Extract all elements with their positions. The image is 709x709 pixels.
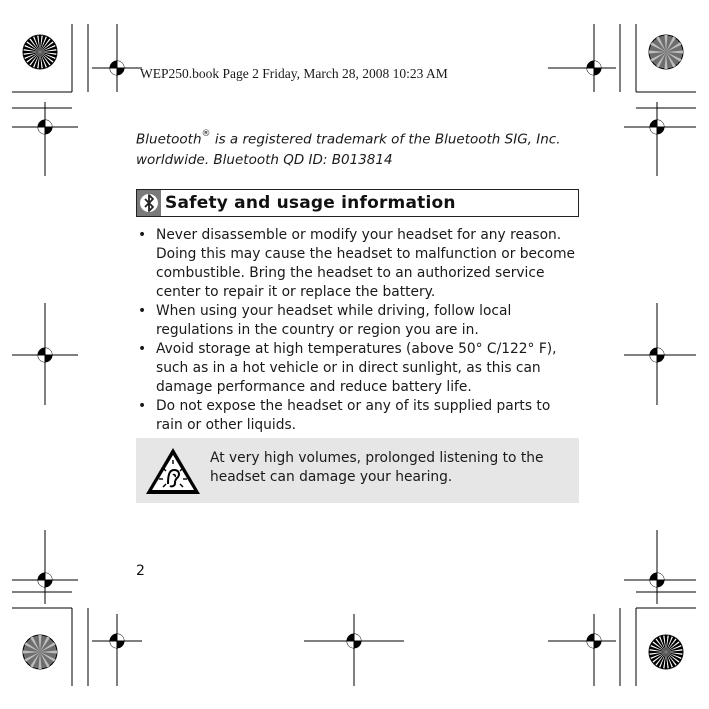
trademark-brand: Bluetooth [136,131,202,148]
warning-text: At very high volumes, prolonged listening to the headset can damage your hearing. [210,450,544,485]
page-number: 2 [136,563,145,579]
list-item [136,340,581,397]
section-title: Safety and usage information [165,193,456,213]
bluetooth-icon [137,190,161,216]
trademark-line1-rest: is a registered trademark of the Bluetooth SIG, Inc. [210,131,561,148]
list-item-text: Do not expose the headset or any of its supplied parts to rain or other liquids. [156,398,551,433]
section-header [136,189,579,217]
list-item-text: Avoid storage at high temperatures (above 50° C/122° F), such as in a hot vehicle or in direct sunlight, as this can damage performance and reduce battery life. [156,341,557,395]
list-item [136,226,581,302]
star-target-top-left [23,35,57,69]
registered-mark: ® [201,129,211,139]
bullet-symbol: • [138,341,147,357]
safety-list [136,226,581,435]
star-target-top-right [649,35,683,69]
star-target-bottom-left [23,635,57,669]
bullet-symbol: • [138,398,147,414]
list-item-text: Never disassemble or modify your headset for any reason. Doing this may cause the headset to malfunction or become combustible. Bring the headset to an authorized service center to repair it or replace the battery. [156,227,575,300]
hearing-warning-box [136,438,579,503]
list-item [136,302,581,340]
list-item-text: When using your headset while driving, follow local regulations in the country or region you are in. [156,303,512,338]
hearing-warning-icon [144,446,202,500]
print-header: WEP250.book Page 2 Friday, March 28, 2008 10:23 AM [140,66,448,81]
bullet-symbol: • [138,303,147,319]
bullet-symbol: • [138,227,147,243]
trademark-notice [136,126,596,170]
trademark-line2: worldwide. Bluetooth QD ID: B013814 [136,151,393,168]
star-target-bottom-right [649,635,683,669]
list-item [136,397,581,435]
